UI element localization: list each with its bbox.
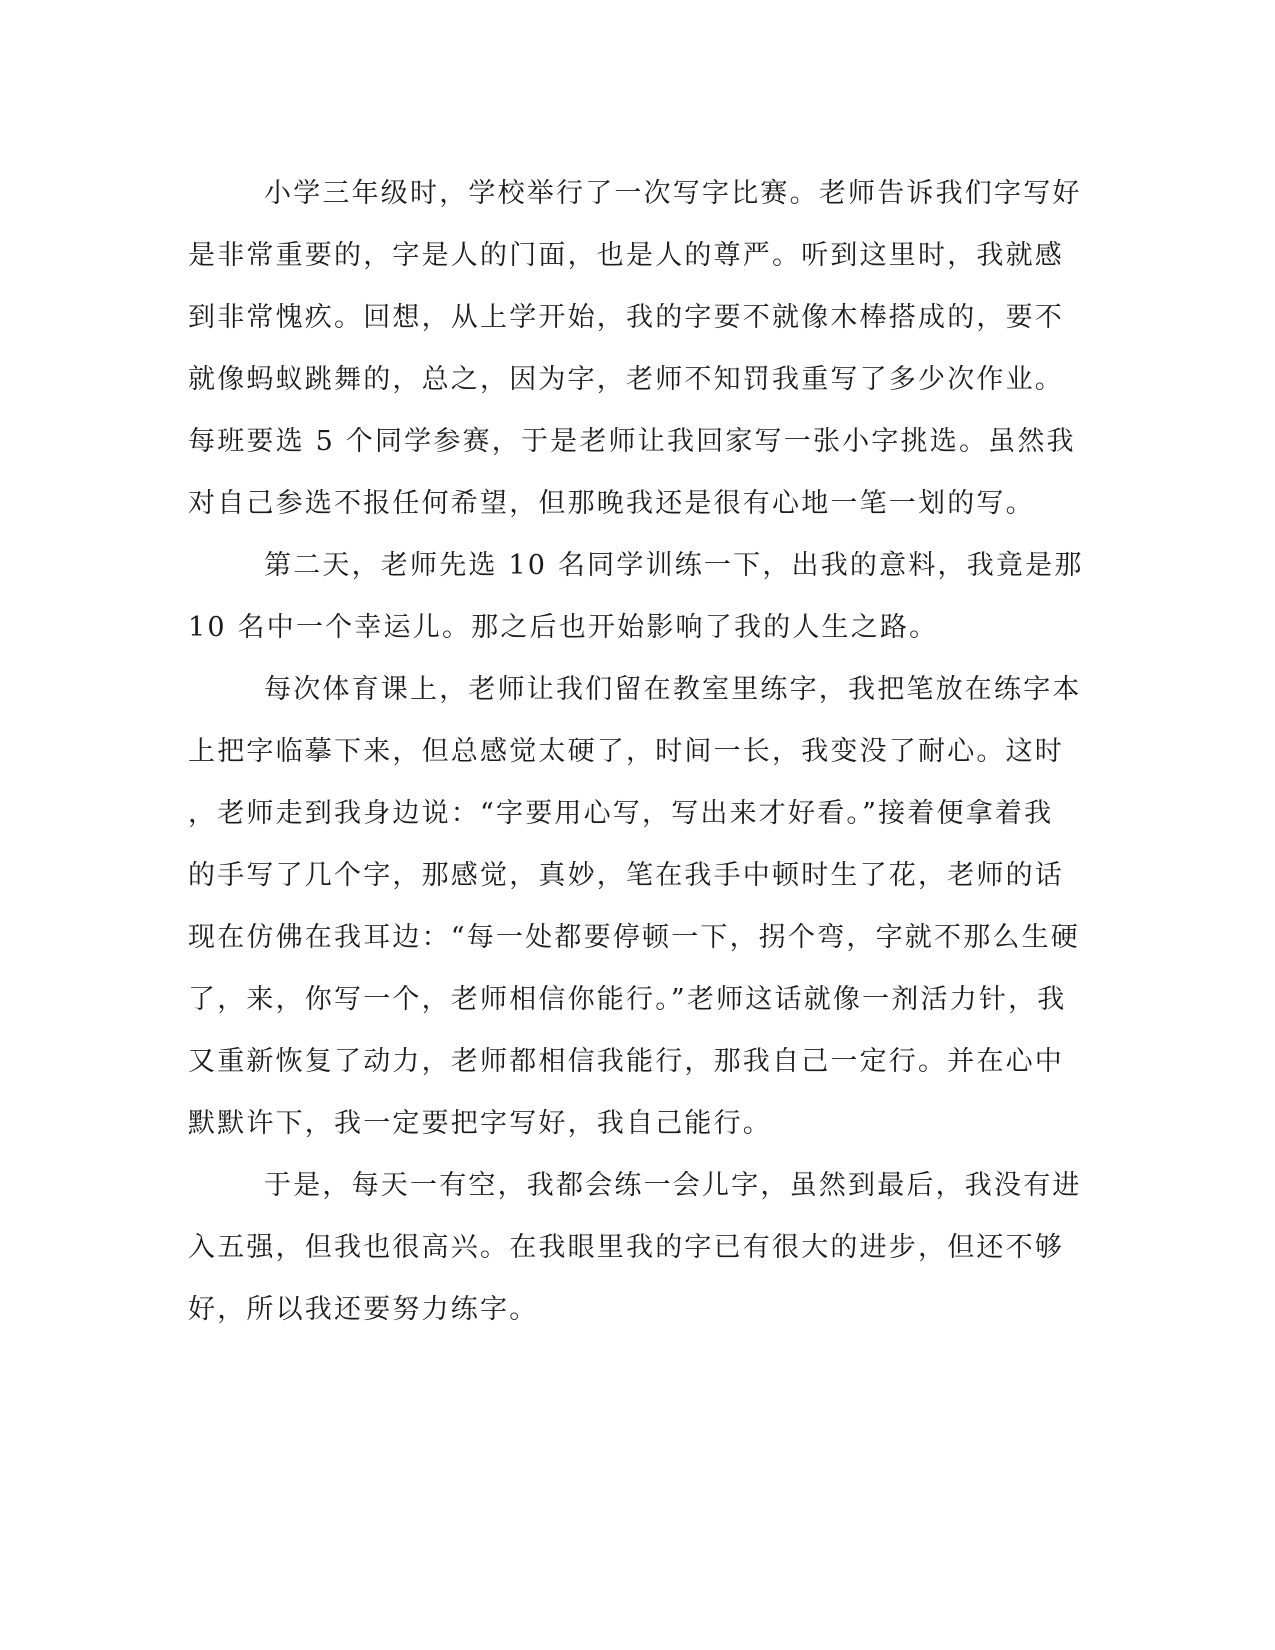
essay-body (188, 163, 1084, 1341)
text-line: 又重新恢复了动力，老师都相信我能行，那我自己一定行。并在心中 (188, 1046, 1064, 1077)
text-line: 上把字临摹下来，但总感觉太硬了，时间一长，我变没了耐心。这时 (188, 736, 1064, 767)
text-line: 10 名中一个幸运儿。那之后也开始影响了我的人生之路。 (188, 612, 939, 643)
text-line: 第二天，老师先选 10 名同学训练一下，出我的意料，我竟是那 (264, 550, 1084, 581)
text-line: 是非常重要的，字是人的门面，也是人的尊严。听到这里时，我就感 (188, 240, 1064, 271)
text-line: ，老师走到我身边说：“字要用心写，写出来才好看。”接着便拿着我 (188, 798, 1054, 829)
text-line: 默默许下，我一定要把字写好，我自己能行。 (188, 1108, 772, 1139)
text-line: 好，所以我还要努力练字。 (188, 1294, 539, 1325)
text-line: 就像蚂蚁跳舞的，总之，因为字，老师不知罚我重写了多少次作业。 (188, 364, 1064, 395)
text-line: 入五强，但我也很高兴。在我眼里我的字已有很大的进步，但还不够 (188, 1232, 1064, 1263)
text-line: 于是，每天一有空，我都会练一会儿字，虽然到最后，我没有进 (264, 1170, 1082, 1201)
text-line: 了，来，你写一个，老师相信你能行。”老师这话就像一剂活力针，我 (188, 984, 1067, 1015)
text-line: 到非常愧疚。回想，从上学开始，我的字要不就像木棒搭成的，要不 (188, 302, 1064, 333)
text-line: 每次体育课上，老师让我们留在教室里练字，我把笔放在练字本 (264, 674, 1082, 705)
text-line: 现在仿佛在我耳边：“每一处都要停顿一下，拐个弯，字就不那么生硬 (188, 922, 1081, 953)
text-line: 的手写了几个字，那感觉，真妙，笔在我手中顿时生了花，老师的话 (188, 860, 1064, 891)
text-line: 每班要选 5 个同学参赛，于是老师让我回家写一张小字挑选。虽然我 (188, 426, 1076, 457)
text-line: 对自己参选不报任何希望，但那晚我还是很有心地一笔一划的写。 (188, 488, 1035, 519)
text-line: 小学三年级时，学校举行了一次写字比赛。老师告诉我们字写好 (264, 178, 1082, 209)
